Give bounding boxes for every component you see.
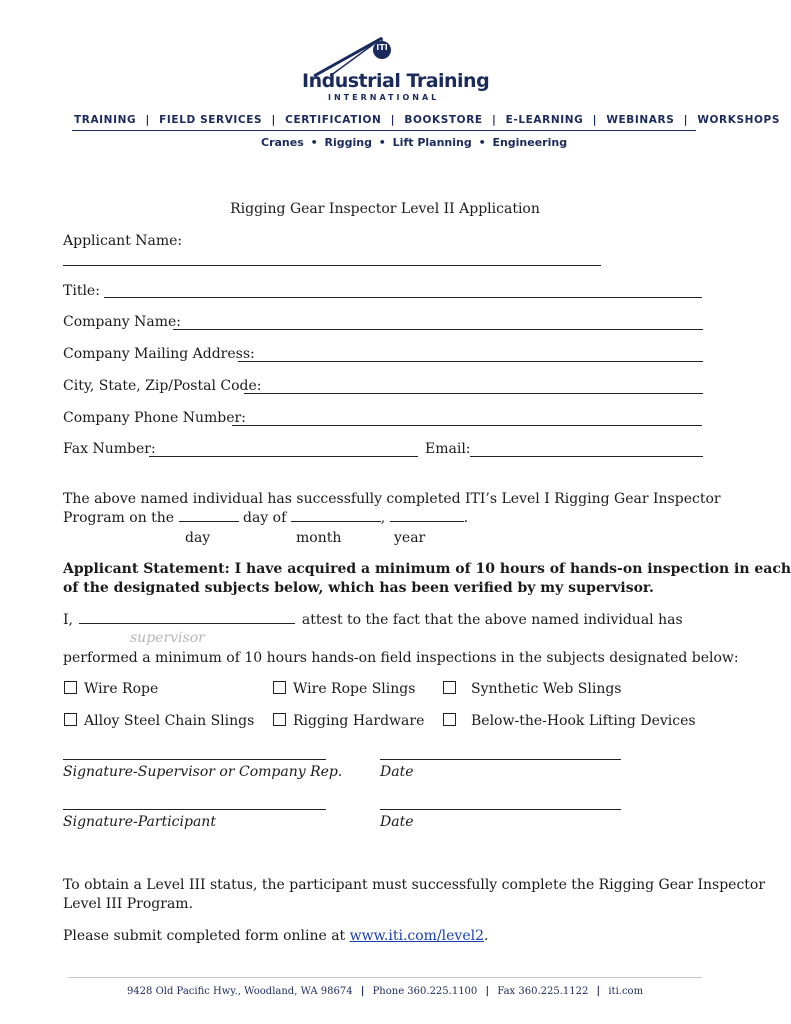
completion-text: The above named individual has successfully completed ITI’s Level I Rigging Gear Inspector [63,491,721,507]
footer-address: 9428 Old Pacific Hwy., Woodland, WA 98674 [126,986,353,997]
title-label: Title: [63,283,100,299]
topic-lift-planning: Lift Planning [392,136,472,149]
footer [0,986,770,997]
topic-bullet: • [310,136,318,149]
iti-logo [300,30,490,102]
submit-suffix: . [484,928,489,944]
nav-training[interactable]: TRAINING [74,114,137,126]
supervisor-name-field[interactable] [79,623,295,624]
company-name-label: Company Name: [63,314,181,330]
email-label: Email: [425,441,471,457]
topic-bullet: • [378,136,386,149]
supervisor-date-field[interactable] [380,759,621,760]
nav-separator: | [491,114,497,126]
submit-link[interactable]: www.iti.com/level2 [349,928,485,944]
footer-separator: | [596,986,601,997]
subject-label: Wire Rope [84,681,159,697]
mailing-address-field[interactable] [238,361,703,362]
nav-separator: | [271,114,276,126]
subject-label: Below-the-Hook Lifting Devices [471,713,696,729]
checkbox-icon[interactable] [443,713,456,726]
month-caption: month [296,530,342,546]
day-field[interactable] [179,521,239,522]
subject-alloy-steel-chain-slings[interactable] [64,713,254,729]
supervisor-signature-field[interactable] [63,759,326,760]
checkbox-icon[interactable] [64,713,77,726]
subject-label: Synthetic Web Slings [471,681,622,697]
nav-separator: | [390,114,396,126]
participant-signature-label: Signature-Participant [63,814,216,830]
checkbox-icon[interactable] [273,681,286,694]
top-nav [74,114,780,126]
subject-label: Rigging Hardware [293,713,425,729]
checkbox-icon[interactable] [443,681,456,694]
company-name-field[interactable] [173,329,703,330]
year-caption: year [394,530,426,546]
checkbox-icon[interactable] [273,713,286,726]
fax-field[interactable] [149,456,418,457]
subject-synthetic-web-slings[interactable] [443,681,622,697]
comma: , [380,510,386,526]
title-field[interactable] [104,297,702,298]
submit-prefix: Please submit completed form online at [63,928,346,944]
phone-field[interactable] [232,425,702,426]
supervisor-hint: supervisor [130,630,205,646]
topic-cranes: Cranes [261,136,304,149]
nav-separator: | [683,114,689,126]
subject-label: Wire Rope Slings [293,681,416,697]
city-state-zip-label: City, State, Zip/Postal Code: [63,378,262,394]
subject-label: Alloy Steel Chain Slings [84,713,255,729]
mailing-address-label: Company Mailing Address: [63,346,255,362]
applicant-statement: Applicant Statement: I have acquired a minimum of 10 hours of hands-on inspection in each [63,561,791,577]
logo-mark: ITI [376,43,388,52]
topic-rigging: Rigging [324,136,372,149]
attest-line [63,612,683,628]
applicant-name-field[interactable] [63,265,601,266]
footer-separator: | [360,986,365,997]
attest-prefix: I, [63,612,73,628]
phone-label: Company Phone Number: [63,410,246,426]
participant-date-field[interactable] [380,809,621,810]
nav-webinars[interactable]: WEBINARS [606,114,675,126]
nav-certification[interactable]: CERTIFICATION [285,114,382,126]
nav-bookstore[interactable]: BOOKSTORE [404,114,483,126]
subject-wire-rope[interactable] [64,681,158,697]
year-field[interactable] [390,521,464,522]
email-field[interactable] [470,456,703,457]
footer-fax: Fax 360.225.1122 [497,986,589,997]
completion-line-2 [63,510,468,526]
day-caption: day [185,530,211,546]
period: . [463,510,469,526]
form-title: Rigging Gear Inspector Level II Application [230,201,540,217]
footer-phone: Phone 360.225.1100 [372,986,478,997]
nav-separator: | [592,114,598,126]
submit-line [63,928,488,944]
nav-separator: | [145,114,150,126]
participant-date-label: Date [380,814,414,830]
participant-signature-field[interactable] [63,809,326,810]
nav-field-services[interactable]: FIELD SERVICES [159,114,263,126]
footer-separator: | [485,986,490,997]
topics-line [261,136,567,149]
subject-wire-rope-slings[interactable] [273,681,415,697]
subject-below-the-hook[interactable] [443,713,696,729]
topic-engineering: Engineering [492,136,568,149]
attest-suffix: attest to the fact that the above named individual has [301,612,683,628]
subject-rigging-hardware[interactable] [273,713,424,729]
nav-e-learning[interactable]: E-LEARNING [505,114,584,126]
month-field[interactable] [291,521,381,522]
nav-workshops[interactable]: WORKSHOPS [697,114,780,126]
footer-divider [68,977,702,978]
supervisor-signature-label: Signature-Supervisor or Company Rep. [63,764,343,780]
fax-label: Fax Number: [63,441,156,457]
topic-bullet: • [478,136,486,149]
applicant-name-label: Applicant Name: [63,233,183,249]
footer-site[interactable]: iti.com [608,986,644,997]
checkbox-icon[interactable] [64,681,77,694]
supervisor-date-label: Date [380,764,414,780]
logo-name: Industrial Training [302,70,490,92]
level3-text: To obtain a Level III status, the participant must successfully complete the Rigging Gear Inspector [63,877,766,893]
day-of: day of [243,510,287,526]
program-on-the: Program on the [63,510,175,526]
applicant-statement-2: of the designated subjects below, which has been verified by my supervisor. [63,580,654,596]
performed-text: performed a minimum of 10 hours hands-on field inspections in the subjects designated below: [63,650,739,666]
nav-divider [72,130,696,131]
city-state-zip-field[interactable] [244,393,703,394]
logo-sub: INTERNATIONAL [328,93,440,102]
level3-text-2: Level III Program. [63,896,194,912]
